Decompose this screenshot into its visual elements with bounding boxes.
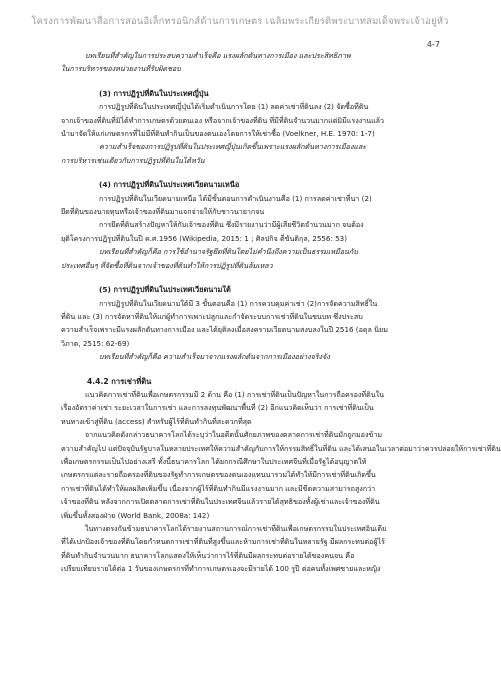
lesson-line: ประเทศอื่นๆ ที่จัดซื้อที่ดินจากเจ้าของที่ดินทำให้การปฏิรูปที่ดินล้มเหลว [61, 260, 273, 270]
body-line: แนวคิดการเช่าที่ดินเพื่อเกษตรกรรมมี 2 ด้าน คือ (1) การเช่าที่ดินเป็นปัญหาในการถือครองที่ดินใน [85, 389, 384, 399]
body-line: ยึดที่ดินของนายทุนหรือเจ้าของที่ดินมาแจกจ่ายให้กับชาวนายากจน [61, 207, 265, 217]
lesson-line: บทเรียนที่สำคัญก็คือ การใช้อำนาจรัฐยึดที่ดินโดยไม่คำนึงถึงความเป็นธรรมเหมือนกับ [99, 247, 358, 257]
body-line: ที่ได้เปกป้องเจ้าของที่ดินโดยกำหนดการเช่าที่ดินที่สูงขึ้นและห้ามการเช่าที่ดินในหลายรัฐ มีผลกระทบต่อผู้ไร้ [61, 537, 385, 547]
body-line: ที่ดินทำกินจำนวนมาก ธนาคารโลกแสดงให้เห็นว่าการไร้ที่ดินมีผลกระทบต่อรายได้ของคนจน คือ [61, 550, 355, 560]
section-heading: (5) การปฏิรูปที่ดินในประเทศเวียดนามใต้ [99, 285, 231, 295]
lesson-line: บทเรียนที่สำคัญในการประสบความสำเร็จคือ แรงผลักดันทางการเมือง และประสิทธิภาพ [85, 51, 351, 60]
page-header: โครงการพัฒนาสื่อการสอนอิเล็กทรอนิกส์ด้านการเกษตร เฉลิมพระเกียรติพระบาทสมเด็จพระเจ้าอยู่หัว [31, 16, 449, 27]
page-content [61, 49, 501, 576]
body-line: จากแนวคิดดังกล่าวธนาคารโลกได้ระบุว่าในอดีตนั้นศักยภาพของตลาดการเช่าที่ดินมักถูกมองข้าม [85, 430, 383, 440]
body-line: ความสำคัญไป แต่ปัจจุบันรัฐบาลในหลายประเทศให้ความสำคัญกับการให้กรรมสิทธิ์ในที่ดิน และได้เสนอในเวลาต่อมาว่าควรปล่อยให้การเช่าที่ดิน [61, 443, 501, 453]
lesson-line: ในการบริหารของหน่วยงานที่รับผิดชอบ [61, 64, 181, 74]
body-line: การเช่าที่ดินได้ทำให้ผลผลิตเพิ่มขึ้น เนื่องจากผู้ไร้ที่ดินทำกินมีแรงงานมาก และมีขีดความสามารถสูงกว่า [61, 483, 376, 493]
body-line: การปฏิรูปที่ดินในประเทศญี่ปุ่นได้เริ่มดำเนินการโดย (1) ลดค่าเช่าที่ดินลง (2) จัดซื้อที่ดิน [99, 102, 369, 112]
body-line: เจ้าของที่ดิน หลังจากการเปิดตลาดการเช่าที่ดินในประเทศจีนแล้วรายได้สุทธิของทั้งผู้เช่าและเจ้าของที่ดิน [61, 497, 380, 507]
body-line: เพื่อเกษตรกรรมเป็นไปอย่างเสรี ทั้งนี้ธนาคารโลก ได้ยกกรณีศึกษาในประเทศจีนที่เมื่อรัฐได้อนุญาตให้ [61, 456, 367, 466]
body-line: การปฏิรูปที่ดินในเวียดนามใต้มี 3 ขั้นตอนคือ (1) การควบคุมค่าเช่า (2)การจัดความสิทธิ์ใน [99, 298, 378, 308]
body-line: หนทางเข้าสู่ที่ดิน (access) สำหรับผู้ไร้ที่ดินทำกินที่สะดวกที่สุด [61, 416, 252, 426]
body-line: วิภาต, 2515: 62-69) [61, 338, 130, 348]
body-line: ที่ดิน และ (3) การจัดหาที่ดินให้แก่ผู้ทำการเพาะปลูกและกำจัดระบบการเช่าที่ดินในชนบท ซึ่งประสบ [61, 311, 363, 321]
body-line: นำมาจัดให้แก่เกษตรกรที่ไม่มีที่ดินทำกินเป็นของตนเองโดยการให้เช่าซื้อ (Voelkner, H.E. 1970: 1-7) [61, 129, 375, 139]
body-line: ยุติโครงการปฏิรูปที่ดินในปี ค.ศ.1956 (Wikipedia, 2015: 1 ; ศิลปกิจ ตี่ขันติกุล, 2556: 53) [61, 233, 348, 243]
body-line: การปฏิรูปที่ดินในเวียดนามเหนือ ได้มีขั้นตอนการดำเนินงานคือ (1) การลดค่าเช่าที่นา (2) [99, 193, 372, 203]
body-line: เพิ่มขึ้นทั้งสองฝ่าย (World Bank, 2008a: 142) [61, 510, 210, 520]
body-line: ความสำเร็จเพราะมีแรงผลักดันทางการเมือง และได้ยุติลงเมื่อสงครามเวียดนามสงบลงในปี 2516 (อดุล นิยม [61, 325, 388, 335]
lesson-line: บทเรียนที่สำคัญก็คือ ความสำเร็จมาจากแรงผลักดันจากการเมืองอย่างจริงจัง [99, 352, 330, 362]
body-line: เปรียบเทียบรายได้ต่อ 1 วันของเกษตรกรที่ทำการเกษตรเองจะมีรายได้ 100 รูปี ต่อคนทั้งเพศชายและหญิง [61, 564, 381, 574]
lesson-line: ความสำเร็จของการปฏิรูปที่ดินในประเทศญี่ปุ่นเกิดขึ้นเพราะแรงผลักดันทางการเมืองและ [99, 142, 367, 152]
body-line: จากเจ้าของที่ดินที่มิได้ทำการเกษตรด้วยตนเอง หรือจากเจ้าของที่ดิน ที่มีที่ดินจำนวนมากแต่มิมีแรงงานแล้ว [61, 115, 385, 125]
body-line: เรื่องอัตราค่าเช่า ระยะเวลาในการเช่า และการลงทุนพัฒนาพื้นที่ (2) อีกแนวคิดเห็นว่า การเช่าที่ดินเป็น [61, 403, 374, 413]
section-heading: (3) การปฏิรูปที่ดินในประเทศญี่ปุ่น [99, 88, 209, 98]
body-line: ในทางตรงกันข้ามธนาคารโลกได้รายงานสถานการณ์การเช่าที่ดินเพื่อเกษตรกรรมในประเทศอินเดีย [85, 524, 387, 533]
body-line: เกษตรกรแต่ละรายถือครองที่ดินของรัฐทำการเกษตรของตนเองแทนนารวมได้ทำให้มีการเช่าที่ดินเกิดขึ้น [61, 470, 376, 480]
body-line: การยึดที่ดินสร้างปัญหาให้กับเจ้าของที่ดิน ซึ่งมีรายงานว่ามีผู้เสียชีวิตจำนวนมาก จนต้อง [99, 220, 364, 230]
lesson-line: การบริหารเช่นเดียวกับการปฏิรูปที่ดินในไต้หวัน [61, 155, 205, 165]
section-heading: (4) การปฏิรูปที่ดินในประเทศเวียดนามเหนือ [99, 180, 240, 190]
page-number: 4-7 [426, 40, 440, 49]
subsection-heading: 4.4.2 การเช่าที่ดิน [87, 376, 152, 386]
